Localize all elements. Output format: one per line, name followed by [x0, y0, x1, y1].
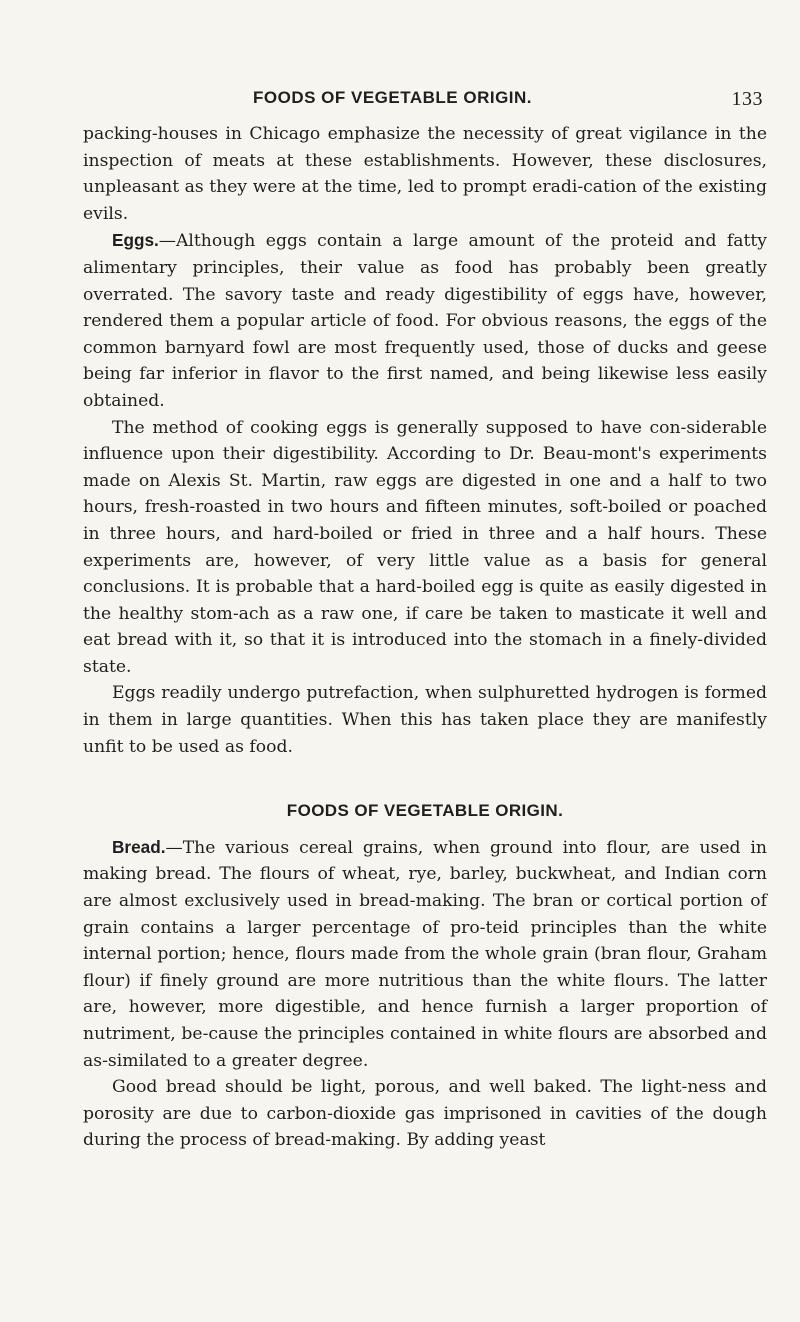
- run-in-heading-bread: Bread.: [112, 836, 166, 857]
- run-in-heading-eggs: Eggs.: [112, 230, 159, 251]
- paragraph-packing-houses: [83, 121, 767, 227]
- paragraph-text: Good bread should be light, porous, and well baked. The light-ness and porosity are due to carbon-dioxide gas imprisoned in cavities of the dough during the process of bread-making. By adding yeast: [83, 1077, 767, 1151]
- body-text: [83, 121, 767, 1154]
- paragraph-good-bread: [83, 1074, 767, 1154]
- section-heading: FOODS OF VEGETABLE ORIGIN.: [286, 801, 564, 821]
- paragraph-text: —The various cereal grains, when ground into flour, are used in making bread. The flours of wheat, rye, barley, buckwheat, and Indian corn are almost exclusively used in bread-making. The bran or cortical portion of grain contains a larger percentage of pro-teid principles than the white internal portion; hence, flours made from the whole grain (bran flour, Graham flour) if finely ground are more nutritious than the white flours. The latter are, however, more digestible, and hence furnish a larger proportion of nutriment, be-cause the principles contained in white flours are absorbed and as-similated to a greater degree.: [83, 837, 767, 1071]
- paragraph-putrefaction: [83, 680, 767, 760]
- paragraph-cooking-eggs: [83, 415, 767, 681]
- paragraph-text: packing-houses in Chicago emphasize the necessity of great vigilance in the inspection of meats at these establishments. However, these disclosures, unpleasant as they were at the time, led to prompt eradi-cation of the existing evils.: [83, 124, 767, 224]
- running-head: [83, 88, 763, 116]
- paragraph-bread: [83, 834, 767, 1074]
- running-title: FOODS OF VEGETABLE ORIGIN.: [253, 88, 533, 107]
- paragraph-text: The method of cooking eggs is generally supposed to have con-siderable influence upon their digestibility. According to Dr. Beau-mont's experiments made on Alexis St. Martin, raw eggs are digested in one and a half to two hours, fresh-roasted in two hours and fifteen minutes, soft-boiled or poached in three hours, and hard-boiled or fried in three and a half hours. These experiments are, however, of very little value as a basis for general conclusions. It is probable that a hard-boiled egg is quite as easily digested in the healthy stom-ach as a raw one, if care be taken to masticate it well and eat bread with it, so that it is introduced into the stomach in a finely-divided state.: [83, 417, 767, 677]
- paragraph-text: Eggs readily undergo putrefaction, when sulphuretted hydrogen is formed in them in large quantities. When this has taken place they are manifestly unfit to be used as food.: [83, 683, 767, 757]
- paragraph-text: —Although eggs contain a large amount of the proteid and fatty alimentary principles, their value as food has probably been greatly overrated. The savory taste and ready digestibility of eggs have, however, rendered them a popular article of food. For obvious reasons, the eggs of the common barnyard fowl are most frequently used, those of ducks and geese being far inferior in flavor to the first named, and being likewise less easily obtained.: [83, 231, 767, 411]
- page-number: 133: [731, 88, 763, 110]
- paragraph-eggs: [83, 227, 767, 414]
